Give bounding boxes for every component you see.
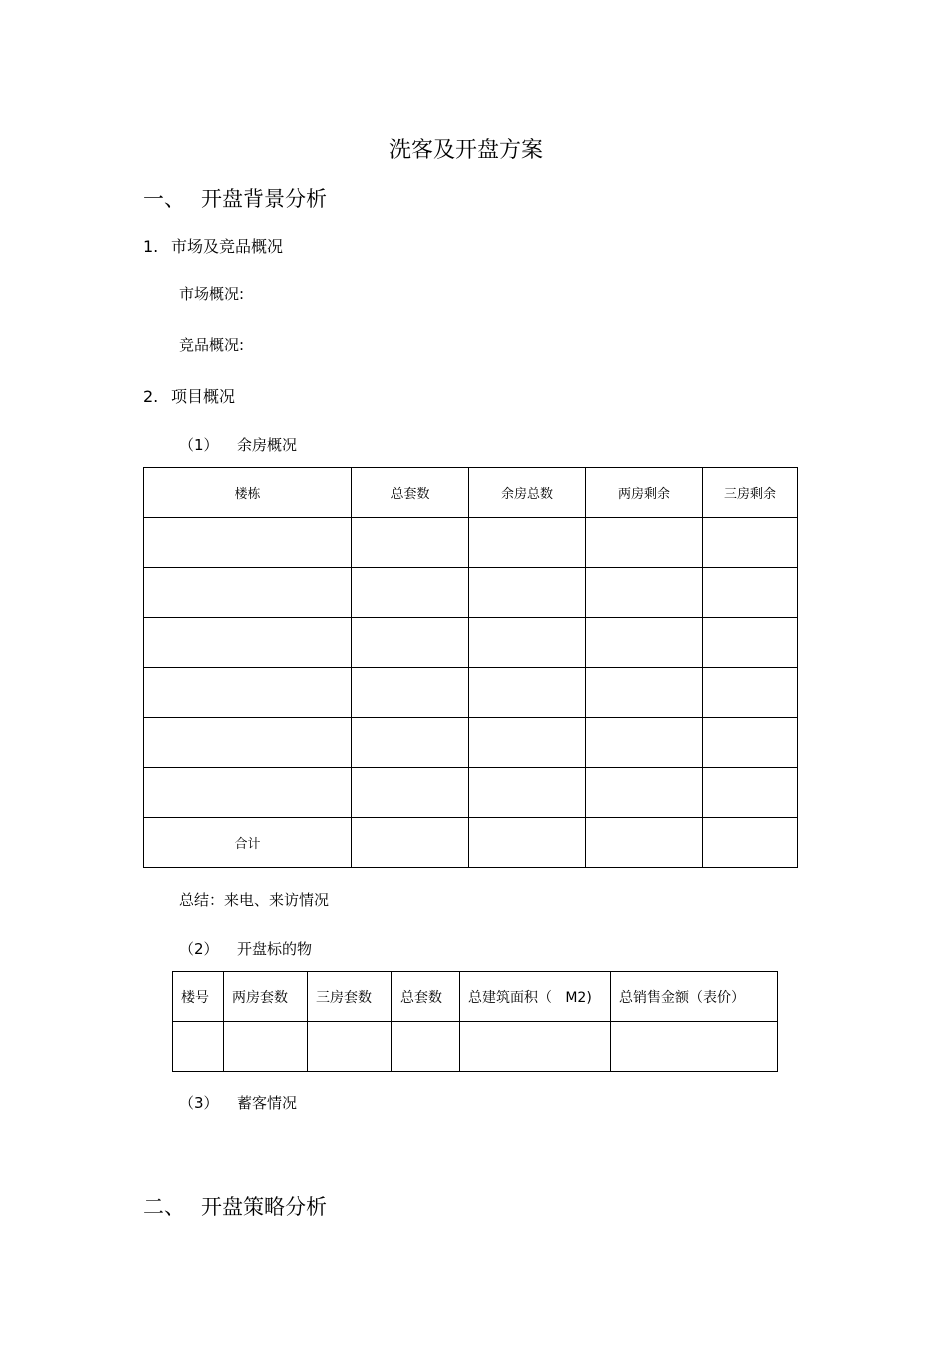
header-cell-building-number: 楼号 [173,972,224,1022]
table-cell [144,518,352,568]
table-row [144,718,798,768]
table-cell [308,1022,392,1072]
table-cell [469,568,586,618]
header-cell-building: 楼栋 [144,468,352,518]
remaining-units-table [143,467,798,868]
item-label: 蓄客情况 [237,1094,298,1112]
table-cell [586,768,703,818]
summary-text: 总结：来电、来访情况 [179,891,330,909]
header-cell-two-room-count: 两房套数 [224,972,308,1022]
header-cell-total-units: 总套数 [392,972,460,1022]
table-cell [469,718,586,768]
subheading-2 [143,384,235,407]
section-label: 开盘策略分析 [201,1195,327,1219]
item-number: （1） [179,436,219,454]
table-cell [352,568,469,618]
market-overview-label: 市场概况: [179,285,245,303]
table-row [144,668,798,718]
item-number: （2） [179,940,219,958]
table-cell [586,668,703,718]
table-cell [144,718,352,768]
item-heading-1 [179,434,297,455]
subheading-1 [143,234,283,257]
table-cell [144,768,352,818]
table-cell [703,718,798,768]
header-cell-total-units: 总套数 [352,468,469,518]
item-number: （3） [179,1094,219,1112]
table-cell [352,618,469,668]
table-header-row [173,972,778,1022]
table-total-row [144,818,798,868]
table-cell [469,668,586,718]
section-number: 一、 [143,187,185,211]
table-cell [352,718,469,768]
page-title: 洗客及开盘方案 [388,138,543,163]
table-cell [460,1022,611,1072]
table-cell [703,568,798,618]
item-label: 开盘标的物 [237,940,313,958]
table-cell [703,768,798,818]
table-cell [586,618,703,668]
table-cell [703,668,798,718]
table-cell [144,618,352,668]
table-cell [469,818,586,868]
table-cell [352,668,469,718]
table-cell [586,718,703,768]
table-row [173,1022,778,1072]
table-cell [144,568,352,618]
section-number: 二、 [143,1195,185,1219]
table-cell [586,818,703,868]
opening-units-table [172,971,778,1072]
item-heading-3 [179,1092,297,1113]
total-label-cell: 合计 [144,818,352,868]
table-cell [173,1022,224,1072]
competitor-overview-label: 竞品概况: [179,336,245,354]
table-cell [611,1022,778,1072]
table-cell [586,518,703,568]
subheading-number: 2. [143,387,159,406]
section-heading-2 [143,1191,327,1221]
table-cell [352,518,469,568]
header-cell-total-area: 总建筑面积（ M2) [460,972,611,1022]
section-label: 开盘背景分析 [201,187,327,211]
table-row [144,768,798,818]
subheading-number: 1. [143,237,159,256]
table-cell [224,1022,308,1072]
table-header-row [144,468,798,518]
header-cell-remaining-total: 余房总数 [469,468,586,518]
table-cell [586,568,703,618]
header-cell-total-sales: 总销售金额（表价） [611,972,778,1022]
item-heading-2 [179,938,312,959]
table-cell [703,818,798,868]
table-cell [352,768,469,818]
table-row [144,518,798,568]
table-cell [703,618,798,668]
header-cell-two-room-remaining: 两房剩余 [586,468,703,518]
subheading-label: 市场及竞品概况 [171,237,284,256]
section-heading-1 [143,183,327,213]
table-cell [144,668,352,718]
table-row [144,618,798,668]
table-row [144,568,798,618]
table-cell [469,768,586,818]
table-cell [392,1022,460,1072]
table-cell [703,518,798,568]
header-cell-three-room-remaining: 三房剩余 [703,468,798,518]
table-cell [469,518,586,568]
header-cell-three-room-count: 三房套数 [308,972,392,1022]
table-cell [469,618,586,668]
item-label: 余房概况 [237,436,298,454]
subheading-label: 项目概况 [171,387,236,406]
table-cell [352,818,469,868]
